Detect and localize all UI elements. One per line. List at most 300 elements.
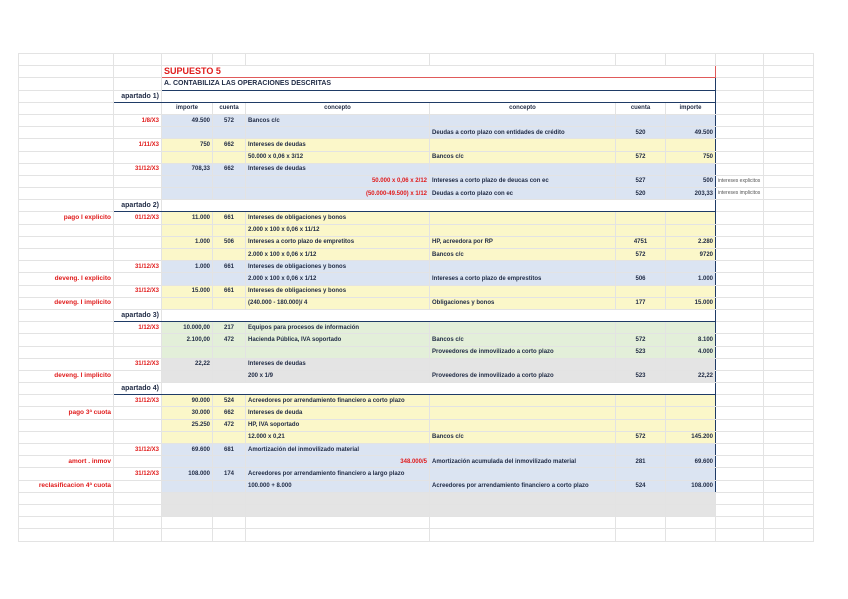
haber-concepto [430,468,616,480]
side-note [716,346,764,358]
haber-concepto [430,139,616,151]
haber-cuenta: 524 [616,480,666,492]
haber-cuenta [616,395,666,407]
side-note [716,224,764,236]
debe-cuenta: 472 [213,334,246,346]
empty-cell [764,127,814,139]
debe-concepto: 50.000 x 0,06 x 2/12 [246,175,430,187]
empty-cell [114,492,162,504]
empty-cell [430,517,616,529]
debe-cuenta: 661 [213,261,246,273]
debe-concepto: (240.000 - 180.000)/ 4 [246,297,430,309]
empty-cell [764,480,814,492]
row-label [19,249,114,261]
haber-importe [666,285,716,297]
haber-cuenta: 523 [616,346,666,358]
table-row [19,249,814,261]
debe-concepto: Intereses a corto plazo de empretitos [246,236,430,248]
entry-date [114,188,162,200]
empty-cell [616,504,666,516]
haber-concepto [430,419,616,431]
haber-concepto: Deudas a corto plazo con ec [430,188,616,200]
empty-cell [246,492,430,504]
empty-cell [716,383,764,395]
table-row [19,358,814,370]
debe-importe: 1.000 [162,236,213,248]
haber-concepto [430,444,616,456]
haber-importe [666,322,716,334]
empty-cell [764,444,814,456]
haber-cuenta: 572 [616,249,666,261]
side-note [716,273,764,285]
entry-date [114,456,162,468]
debe-cuenta [213,188,246,200]
empty-cell [114,504,162,516]
empty-cell [430,529,616,541]
empty-cell [764,395,814,407]
debe-cuenta: 174 [213,468,246,480]
side-note [716,395,764,407]
row-label [19,139,114,151]
empty-cell [764,261,814,273]
haber-cuenta: 520 [616,188,666,200]
debe-importe: 49.500 [162,114,213,126]
empty-cell [764,517,814,529]
haber-cuenta [616,163,666,175]
debe-cuenta [213,249,246,261]
empty-cell [213,504,246,516]
debe-importe [162,480,213,492]
side-note [716,249,764,261]
haber-importe [666,212,716,224]
table-row [19,151,814,163]
debe-concepto: Intereses de deudas [246,139,430,151]
empty-cell [764,407,814,419]
empty-cell [764,468,814,480]
debe-importe: 25.250 [162,419,213,431]
empty-cell [764,529,814,541]
journal-table [18,53,814,542]
haber-cuenta: 527 [616,175,666,187]
side-note: intereses implicitos [716,188,764,200]
haber-concepto: Intereses a corto plazo de emprestitos [430,273,616,285]
debe-concepto: HP, IVA soportado [246,419,430,431]
empty-cell [764,419,814,431]
empty-cell [114,102,162,114]
header-debe-concepto: concepto [246,102,430,114]
empty-cell [764,504,814,516]
debe-cuenta: 217 [213,322,246,334]
empty-cell [430,504,616,516]
empty-cell [764,90,814,102]
empty-cell [716,309,764,321]
haber-importe [666,261,716,273]
row-label [19,285,114,297]
section-heading: apartado 2) [114,200,162,212]
haber-concepto [430,322,616,334]
entry-date [114,224,162,236]
table-row [19,407,814,419]
haber-concepto [430,358,616,370]
debe-cuenta: 661 [213,212,246,224]
label-cell [19,309,114,321]
table-row [19,212,814,224]
haber-concepto: Bancos c/c [430,431,616,443]
debe-concepto: 348.000/5 [246,456,430,468]
entry-date [114,334,162,346]
empty-cell [716,504,764,516]
debe-cuenta: 572 [213,114,246,126]
haber-concepto: Proveedores de inmovilizado a corto plazo [430,346,616,358]
empty-cell [764,163,814,175]
debe-importe [162,224,213,236]
debe-cuenta [213,175,246,187]
haber-importe: 500 [666,175,716,187]
haber-importe [666,407,716,419]
haber-concepto [430,163,616,175]
row-label: deveng. I implicito [19,370,114,382]
row-label [19,188,114,200]
empty-cell [666,492,716,504]
haber-importe: 69.600 [666,456,716,468]
haber-cuenta: 523 [616,370,666,382]
debe-cuenta: 524 [213,395,246,407]
debe-importe: 11.000 [162,212,213,224]
row-label [19,151,114,163]
debe-importe [162,431,213,443]
debe-importe: 708,33 [162,163,213,175]
haber-importe: 8.100 [666,334,716,346]
row-label [19,431,114,443]
haber-cuenta [616,114,666,126]
debe-cuenta [213,273,246,285]
label-cell [19,102,114,114]
table-row [19,346,814,358]
empty-cell [764,151,814,163]
haber-cuenta [616,285,666,297]
label-cell [19,90,114,102]
haber-importe: 4.000 [666,346,716,358]
empty-cell [19,517,114,529]
table-row [19,480,814,492]
haber-cuenta: 520 [616,127,666,139]
empty-cell [764,139,814,151]
debe-concepto: Amortización del inmovilizado material [246,444,430,456]
debe-importe [162,273,213,285]
table-row [19,529,814,541]
debe-concepto: Intereses de obligaciones y bonos [246,261,430,273]
empty-cell [19,529,114,541]
haber-concepto: Bancos c/c [430,249,616,261]
empty-cell [162,504,213,516]
table-row [19,102,814,114]
haber-importe [666,114,716,126]
table-row [19,114,814,126]
debe-cuenta: 662 [213,407,246,419]
side-note [716,431,764,443]
empty-cell [716,529,764,541]
haber-cuenta [616,468,666,480]
empty-cell [764,200,814,212]
entry-date [114,431,162,443]
entry-date [114,127,162,139]
side-note [716,322,764,334]
side-note [716,212,764,224]
debe-importe: 108.000 [162,468,213,480]
side-note [716,236,764,248]
sheet-title: SUPUESTO 5 [162,66,716,78]
haber-importe [666,139,716,151]
side-note [716,444,764,456]
haber-importe [666,358,716,370]
row-label [19,395,114,407]
empty-cell [716,492,764,504]
empty-cell [764,431,814,443]
debe-concepto: 12.000 x 0,21 [246,431,430,443]
side-note [716,285,764,297]
haber-importe: 49.500 [666,127,716,139]
haber-importe: 15.000 [666,297,716,309]
side-note [716,297,764,309]
empty-cell [162,529,213,541]
table-row [19,444,814,456]
table-row [19,322,814,334]
side-note [716,151,764,163]
debe-concepto: 2.000 x 100 x 0,06 x 1/12 [246,273,430,285]
row-label [19,322,114,334]
empty-cell [764,297,814,309]
entry-date: 1/12/X3 [114,322,162,334]
table-row [19,370,814,382]
empty-cell [246,517,430,529]
empty-cell [666,504,716,516]
debe-importe: 15.000 [162,285,213,297]
empty-cell [716,200,764,212]
empty-cell [764,358,814,370]
debe-importe: 2.100,00 [162,334,213,346]
debe-importe [162,370,213,382]
side-note [716,127,764,139]
entry-date [114,346,162,358]
table-row [19,175,814,187]
haber-cuenta [616,139,666,151]
entry-date [114,407,162,419]
haber-concepto: Bancos c/c [430,151,616,163]
empty-cell [246,529,430,541]
debe-concepto: (50.000-49.500) x 1/12 [246,188,430,200]
haber-importe [666,468,716,480]
haber-importe [666,224,716,236]
debe-cuenta: 661 [213,285,246,297]
haber-importe: 2.280 [666,236,716,248]
entry-date [114,419,162,431]
empty-cell [213,492,246,504]
row-label: deveng. I explicito [19,273,114,285]
debe-cuenta: 472 [213,419,246,431]
section-heading: apartado 4) [114,383,162,395]
haber-importe [666,395,716,407]
haber-importe: 750 [666,151,716,163]
entry-date: 31/12/X3 [114,468,162,480]
empty-cell [213,529,246,541]
entry-date: 31/12/X3 [114,395,162,407]
debe-cuenta [213,358,246,370]
side-note [716,370,764,382]
header-debe-importe: importe [162,102,213,114]
empty-cell [213,517,246,529]
debe-importe [162,188,213,200]
table-row [19,224,814,236]
entry-date [114,236,162,248]
section-fill [162,309,716,321]
empty-cell [764,249,814,261]
header-haber-concepto: concepto [430,102,616,114]
table-row [19,90,814,102]
debe-cuenta [213,151,246,163]
row-label: amort . inmov [19,456,114,468]
row-label: pago I explicito [19,212,114,224]
row-label: deveng. I implicito [19,297,114,309]
empty-cell [764,285,814,297]
haber-importe: 1.000 [666,273,716,285]
empty-cell [616,517,666,529]
entry-date [114,480,162,492]
debe-cuenta: 506 [213,236,246,248]
section-fill [162,90,716,102]
haber-concepto: Acreedores por arrendamiento financiero a corto plazo [430,480,616,492]
row-label [19,419,114,431]
haber-importe [666,444,716,456]
debe-cuenta [213,297,246,309]
entry-date [114,273,162,285]
empty-cell [764,102,814,114]
empty-cell [764,114,814,126]
header-haber-cuenta: cuenta [616,102,666,114]
section-fill [162,200,716,212]
section-heading: apartado 3) [114,309,162,321]
debe-concepto: Acreedores por arrendamiento financiero a largo plazo [246,468,430,480]
table-row [19,127,814,139]
debe-concepto: Hacienda Pública, IVA soportado [246,334,430,346]
empty-cell [764,224,814,236]
haber-cuenta: 572 [616,431,666,443]
row-label: reclasificacion 4ª cuota [19,480,114,492]
haber-cuenta [616,322,666,334]
sheet-subtitle: A. CONTABILIZA LAS OPERACIONES DESCRITAS [162,78,716,90]
table-row [19,517,814,529]
entry-date: 1/11/X3 [114,139,162,151]
haber-importe [666,163,716,175]
haber-cuenta [616,212,666,224]
row-label [19,175,114,187]
haber-importe: 108.000 [666,480,716,492]
debe-importe: 22,22 [162,358,213,370]
haber-concepto [430,114,616,126]
empty-cell [764,383,814,395]
empty-cell [716,90,764,102]
haber-concepto [430,212,616,224]
haber-cuenta [616,261,666,273]
debe-importe: 10.000,00 [162,322,213,334]
empty-cell [716,517,764,529]
debe-importe [162,249,213,261]
entry-date: 31/12/X3 [114,285,162,297]
haber-concepto: Intereses a corto plazo de deucas con ec [430,175,616,187]
debe-concepto: Intereses de obligaciones y bonos [246,212,430,224]
haber-cuenta: 4751 [616,236,666,248]
label-cell [19,200,114,212]
debe-concepto [246,346,430,358]
debe-importe: 90.000 [162,395,213,407]
table-row [19,504,814,516]
haber-importe: 22,22 [666,370,716,382]
debe-cuenta [213,127,246,139]
row-label [19,346,114,358]
haber-concepto: Bancos c/c [430,334,616,346]
table-row [19,431,814,443]
debe-concepto: 2.000 x 100 x 0,06 x 1/12 [246,249,430,261]
debe-importe: 750 [162,139,213,151]
debe-concepto: 50.000 x 0,06 x 3/12 [246,151,430,163]
section-fill [162,383,716,395]
empty-cell [616,492,666,504]
side-note [716,468,764,480]
haber-importe: 203,33 [666,188,716,200]
label-cell [19,504,114,516]
side-note [716,480,764,492]
label-cell [19,383,114,395]
table-row [19,492,814,504]
table-row [19,297,814,309]
table-row [19,309,814,321]
table-row [19,395,814,407]
haber-cuenta [616,444,666,456]
empty-cell [764,212,814,224]
haber-cuenta: 572 [616,151,666,163]
debe-concepto: Intereses de deudas [246,163,430,175]
table-row [19,468,814,480]
empty-cell [764,236,814,248]
empty-cell [764,309,814,321]
debe-concepto: 2.000 x 100 x 0,06 x 11/12 [246,224,430,236]
haber-cuenta: 177 [616,297,666,309]
table-row [19,273,814,285]
table-row [19,261,814,273]
debe-cuenta [213,370,246,382]
haber-concepto: Proveedores de inmovilizado a corto plazo [430,370,616,382]
empty-cell [764,346,814,358]
debe-concepto [246,127,430,139]
label-cell [19,492,114,504]
entry-date: 31/12/X3 [114,261,162,273]
entry-date [114,175,162,187]
debe-concepto: Intereses de deuda [246,407,430,419]
side-note [716,139,764,151]
row-label [19,468,114,480]
table-row [19,188,814,200]
debe-importe [162,456,213,468]
entry-date [114,370,162,382]
entry-date: 01/12/X3 [114,212,162,224]
debe-concepto: 200 x 1/9 [246,370,430,382]
debe-cuenta [213,431,246,443]
haber-cuenta [616,419,666,431]
debe-importe: 1.000 [162,261,213,273]
debe-concepto: Intereses de deudas [246,358,430,370]
entry-date [114,297,162,309]
debe-concepto: 100.000 + 8.000 [246,480,430,492]
table-row [19,163,814,175]
